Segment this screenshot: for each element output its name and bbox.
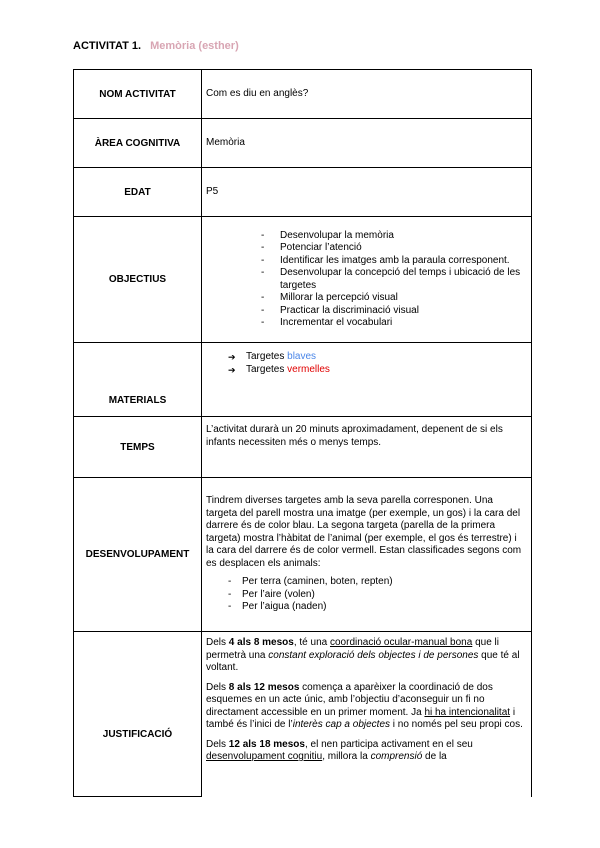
activity-table xyxy=(73,69,532,797)
label-materials: MATERIALS xyxy=(74,343,202,417)
row-justificacio xyxy=(74,632,532,797)
value-objectius xyxy=(202,217,532,343)
value-materials xyxy=(202,343,532,417)
label-objectius: OBJECTIUS xyxy=(74,217,202,343)
color-blue-word: blaves xyxy=(287,351,317,362)
row-temps xyxy=(74,417,532,478)
page-title xyxy=(73,40,239,52)
label-nom-activitat: NOM ACTIVITAT xyxy=(74,70,202,119)
label-area-cognitiva: ÀREA COGNITIVA xyxy=(74,119,202,168)
label-temps: TEMPS xyxy=(74,417,202,478)
activity-subtitle: Memòria (esther) xyxy=(150,40,239,52)
material-item: ➔ Targetes blaves xyxy=(228,351,525,364)
movement-list xyxy=(206,576,525,614)
movement-item: - Per l’aire (volen) xyxy=(228,589,525,602)
value-temps: L’activitat durarà un 20 minuts aproximadament, depenent de si els infants necessiten més o menys temps. xyxy=(202,417,532,478)
movement-item: - Per l’aigua (naden) xyxy=(228,601,525,614)
development-text: Tindrem diverses targetes amb la seva parella corresponen. Una targeta del parell mostra una imatge (per exemple, un gos) i la cara del darrere és de color blau. La segona targeta (parella de la primera targeta) mostra l’hàbitat de l’animal (per exemple, el gos és terrestre) i la cara del darrere és de color vermell. Estan classificades segons com es desplacen els animals: xyxy=(206,495,522,569)
materials-list xyxy=(206,351,525,376)
value-nom-activitat: Com es diu en anglès? xyxy=(202,70,532,119)
objective-item: - Practicar la discriminació visual xyxy=(261,305,525,318)
justification-paragraph: Dels 12 als 18 mesos, el nen participa activament en el seu desenvolupament cognitiu, millora la comprensió de la xyxy=(206,738,473,762)
objectives-list xyxy=(206,230,525,330)
objective-item: - Millorar la percepció visual xyxy=(261,292,525,305)
value-desenvolupament xyxy=(202,478,532,632)
justification-paragraph: Dels 4 als 8 mesos, té una coordinació ocular-manual bona que li permetrà una constant exploració dels objectes i de persones que té al voltant. xyxy=(206,637,520,673)
objective-item: - Potenciar l’atenció xyxy=(261,242,525,255)
row-nom-activitat xyxy=(74,70,532,119)
value-edat: P5 xyxy=(202,168,532,217)
value-justificacio xyxy=(202,632,532,797)
row-materials xyxy=(74,343,532,417)
material-item: ➔ Targetes vermelles xyxy=(228,364,525,377)
label-justificacio: JUSTIFICACIÓ xyxy=(74,632,202,797)
label-desenvolupament: DESENVOLUPAMENT xyxy=(74,478,202,632)
value-area-cognitiva: Memòria xyxy=(202,119,532,168)
objective-item: - Desenvolupar la concepció del temps i ubicació de les targetes xyxy=(261,267,525,292)
row-desenvolupament xyxy=(74,478,532,632)
row-edat xyxy=(74,168,532,217)
label-edat: EDAT xyxy=(74,168,202,217)
row-area-cognitiva xyxy=(74,119,532,168)
objective-item: - Desenvolupar la memòria xyxy=(261,230,525,243)
activity-number: ACTIVITAT 1. xyxy=(73,40,142,52)
objective-item: - Incrementar el vocabulari xyxy=(261,317,525,330)
row-objectius xyxy=(74,217,532,343)
color-red-word: vermelles xyxy=(287,363,330,375)
objective-item: - Identificar les imatges amb la paraula corresponent. xyxy=(261,255,525,268)
justification-paragraph: Dels 8 als 12 mesos comença a aparèixer la coordinació de dos esquemes en un acte únic, amb l’objectiu d’aconseguir un fi no directament accessible en un primer moment. Ja hi ha intencionalitat i també és l’inici de l’interès cap a objectes i no només pel seu propi cos. xyxy=(206,681,523,730)
movement-item: - Per terra (caminen, boten, repten) xyxy=(228,576,525,589)
